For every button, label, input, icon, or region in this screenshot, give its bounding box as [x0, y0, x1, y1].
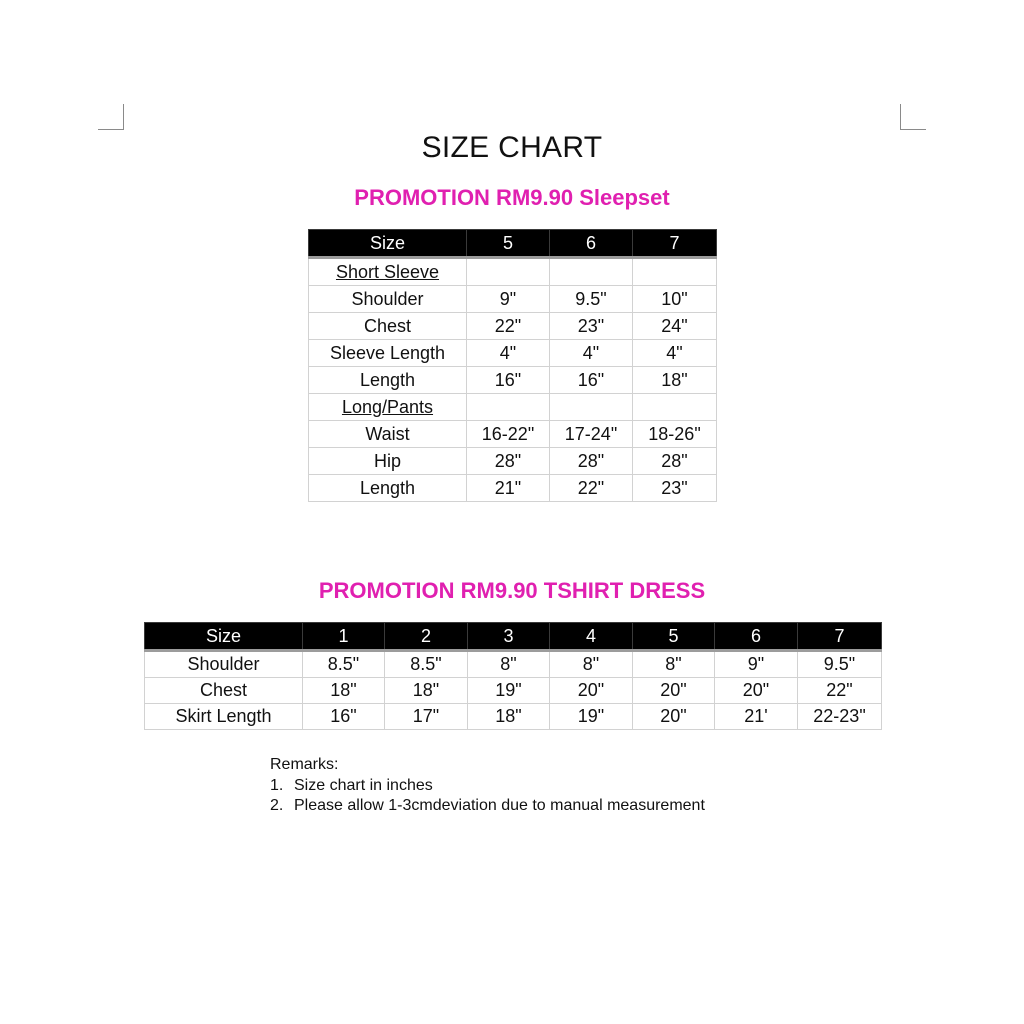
header-cell: 3 — [468, 623, 550, 651]
table-cell: 23" — [550, 313, 633, 340]
table-cell: 9" — [715, 651, 798, 678]
list-text: Size chart in inches — [294, 776, 433, 794]
row-label: Chest — [309, 313, 467, 340]
table-row — [145, 651, 882, 678]
table-cell: 8" — [468, 651, 550, 678]
sleepset-size-table — [308, 229, 717, 502]
list-item — [270, 796, 705, 817]
table-cell: 18-26" — [633, 421, 717, 448]
table-cell: 16" — [303, 704, 385, 730]
table-cell: 28" — [550, 448, 633, 475]
header-cell: 6 — [550, 230, 633, 258]
section-label: Short Sleeve — [309, 258, 467, 286]
table-cell: 22" — [798, 678, 882, 704]
table-cell: 21' — [715, 704, 798, 730]
table-cell: 17-24" — [550, 421, 633, 448]
table-row — [309, 394, 717, 421]
table-row — [309, 340, 717, 367]
table-cell: 18" — [385, 678, 468, 704]
table-cell — [550, 394, 633, 421]
table-row — [309, 475, 717, 502]
table-cell: 22" — [550, 475, 633, 502]
table-cell: 9.5" — [550, 286, 633, 313]
table-header-row — [145, 623, 882, 651]
header-cell: 5 — [467, 230, 550, 258]
table-cell: 18" — [468, 704, 550, 730]
table-cell: 28" — [633, 448, 717, 475]
table-cell: 22" — [467, 313, 550, 340]
sleepset-heading: PROMOTION RM9.90 Sleepset — [354, 185, 670, 210]
header-cell: 7 — [633, 230, 717, 258]
table-cell: 9" — [467, 286, 550, 313]
table-cell: 4" — [467, 340, 550, 367]
table-cell: 20" — [715, 678, 798, 704]
table-cell: 28" — [467, 448, 550, 475]
list-number: 1. — [270, 776, 284, 794]
table-row — [145, 678, 882, 704]
table-cell: 10" — [633, 286, 717, 313]
section-label: Long/Pants — [309, 394, 467, 421]
table-cell: 16" — [550, 367, 633, 394]
table-row — [309, 313, 717, 340]
header-cell: 6 — [715, 623, 798, 651]
table-cell: 19" — [550, 704, 633, 730]
table-header-row — [309, 230, 717, 258]
table-cell — [633, 394, 717, 421]
table-cell: 17" — [385, 704, 468, 730]
row-label: Chest — [145, 678, 303, 704]
row-label: Shoulder — [145, 651, 303, 678]
table-cell: 16" — [467, 367, 550, 394]
table-cell: 21" — [467, 475, 550, 502]
row-label: Length — [309, 475, 467, 502]
table-row — [309, 367, 717, 394]
header-cell: 2 — [385, 623, 468, 651]
header-cell: 4 — [550, 623, 633, 651]
table-row — [309, 421, 717, 448]
table-cell: 24" — [633, 313, 717, 340]
table-cell: 9.5" — [798, 651, 882, 678]
table-cell: 8" — [633, 651, 715, 678]
row-label: Waist — [309, 421, 467, 448]
dress-size-table — [144, 622, 882, 730]
table-cell: 20" — [633, 704, 715, 730]
header-cell: Size — [145, 623, 303, 651]
table-cell: 16-22" — [467, 421, 550, 448]
header-cell: 5 — [633, 623, 715, 651]
table-row — [309, 258, 717, 286]
row-label: Shoulder — [309, 286, 467, 313]
remarks-block — [270, 755, 705, 817]
table-cell: 20" — [550, 678, 633, 704]
crop-mark-top-right — [900, 104, 926, 130]
dress-heading: PROMOTION RM9.90 TSHIRT DRESS — [318, 578, 706, 603]
table-cell: 19" — [468, 678, 550, 704]
table-row — [145, 704, 882, 730]
table-cell: 8.5" — [303, 651, 385, 678]
table-cell: 23" — [633, 475, 717, 502]
table-cell: 8" — [550, 651, 633, 678]
header-cell: 1 — [303, 623, 385, 651]
table-cell — [467, 258, 550, 286]
crop-mark-top-left — [98, 104, 124, 130]
table-cell: 22-23" — [798, 704, 882, 730]
table-cell — [633, 258, 717, 286]
table-cell: 4" — [550, 340, 633, 367]
header-cell: 7 — [798, 623, 882, 651]
table-row — [309, 286, 717, 313]
table-cell: 18" — [633, 367, 717, 394]
table-cell: 20" — [633, 678, 715, 704]
list-item — [270, 776, 705, 797]
remarks-list — [270, 776, 705, 817]
row-label: Sleeve Length — [309, 340, 467, 367]
row-label: Hip — [309, 448, 467, 475]
list-number: 2. — [270, 797, 284, 814]
table-cell — [467, 394, 550, 421]
list-text: Please allow 1-3cmdeviation due to manual measurement — [294, 797, 705, 814]
table-cell: 18" — [303, 678, 385, 704]
table-cell: 8.5" — [385, 651, 468, 678]
row-label: Skirt Length — [145, 704, 303, 730]
remarks-heading: Remarks: — [270, 756, 339, 773]
table-row — [309, 448, 717, 475]
row-label: Length — [309, 367, 467, 394]
table-cell — [550, 258, 633, 286]
header-cell: Size — [309, 230, 467, 258]
page-title: SIZE CHART — [421, 131, 603, 164]
table-cell: 4" — [633, 340, 717, 367]
